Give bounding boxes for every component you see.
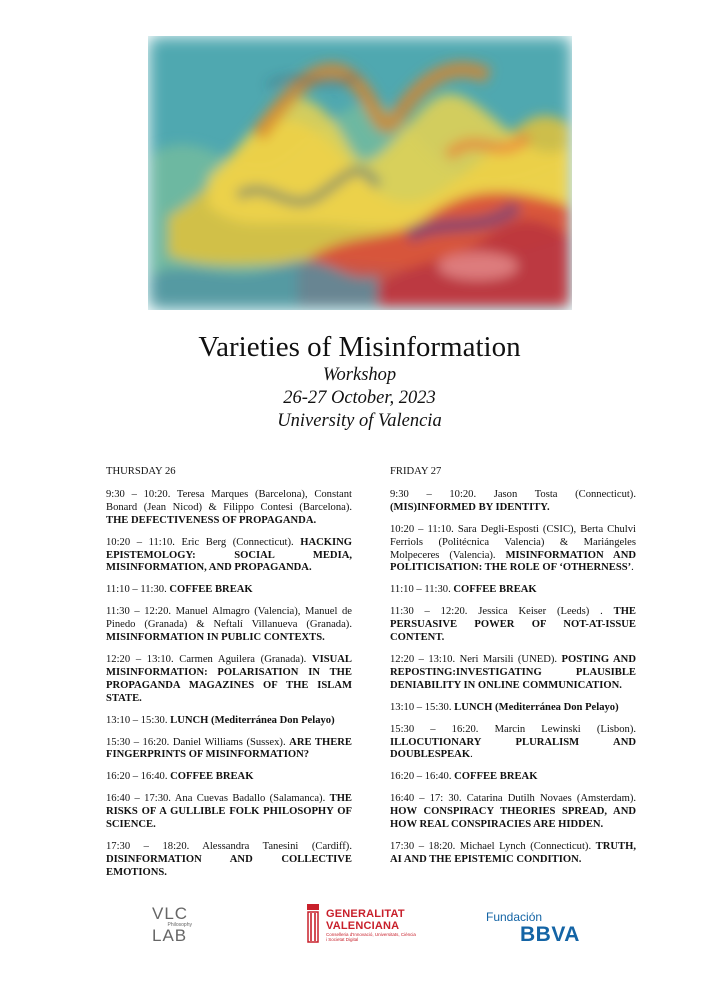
session-time-speaker: 12:20 – 13:10. Carmen Aguilera (Granada). (106, 653, 312, 665)
generalitat-department: Conselleria d'Innovació, Universitats, Ciència i Societat Digital (326, 932, 416, 942)
vlc-philosophy-lab-logo (152, 906, 192, 944)
friday-session-entry (390, 606, 636, 645)
session-title: MISINFORMATION IN PUBLIC CONTEXTS. (106, 632, 325, 644)
friday-session-entry (390, 793, 636, 832)
session-time-speaker: 16:40 – 17:30. Ana Cuevas Badallo (Salamanca). (106, 793, 330, 805)
thursday-session-entry (106, 841, 352, 880)
thursday-session-entry (106, 737, 352, 763)
generalitat-name (326, 908, 405, 932)
session-time-speaker: 15:30 – 16:20. Daniel Williams (Sussex). (106, 736, 290, 748)
thursday-session-entry (106, 584, 352, 597)
vlc-logo-bottom: LAB (152, 926, 188, 945)
session-title: HOW CONSPIRACY THEORIES SPREAD, AND HOW REAL CONSPIRACIES ARE HIDDEN. (390, 806, 636, 831)
session-time-speaker: 16:20 – 16:40. (390, 771, 455, 783)
session-title: LUNCH (Mediterránea Don Pelayo) (454, 701, 619, 713)
session-title: THE DEFECTIVENESS OF PROPAGANDA. (106, 514, 317, 526)
fundacion-label: Fundación (486, 910, 543, 924)
friday-session-entry (390, 489, 636, 515)
session-time-speaker: 11:30 – 12:20. Manuel Almagro (Valencia), Manuel de Pinedo (Granada) & Neftalí Villanueva (Granada). (106, 606, 352, 631)
session-time-speaker: 11:10 – 11:30. (106, 584, 170, 596)
session-time-speaker: 17:30 – 18:20. Michael Lynch (Connecticut). (390, 840, 596, 852)
thursday-session-entry (106, 489, 352, 528)
friday-entries (390, 489, 636, 867)
generalitat-line1: GENERALITAT (326, 908, 405, 920)
thursday-schedule (106, 466, 352, 889)
workshop-title: Varieties of Misinformation (198, 331, 521, 363)
session-time-speaker: 16:20 – 16:40. (106, 771, 171, 783)
session-time-speaker: 13:10 – 15:30. (106, 714, 171, 726)
session-time-speaker: 9:30 – 10:20. Teresa Marques (Barcelona), Constant Bonard (Jean Nicod) & Filippo Contesi (Barcelona). (106, 488, 352, 513)
sponsor-logos (0, 900, 719, 960)
session-time-speaker: 11:10 – 11:30. (390, 584, 454, 596)
thursday-session-entry (106, 654, 352, 706)
session-title: (MIS)INFORMED BY IDENTITY. (390, 501, 550, 513)
session-title-tail: . (631, 562, 634, 574)
session-time-speaker: 16:40 – 17: 30. Catarina Dutilh Novaes (Amsterdam). (390, 793, 636, 805)
session-title: COFFEE BREAK (453, 584, 537, 596)
thursday-session-entry (106, 537, 352, 576)
vlc-logo-top: VLC (152, 904, 189, 923)
session-title: THE PERSUASIVE POWER OF NOT-AT-ISSUE CONTENT. (390, 606, 636, 644)
bbva-label: BBVA (520, 923, 580, 946)
session-time-speaker: 17:30 – 18:20. Alessandra Tanesini (Cardiff). (106, 840, 352, 852)
session-time-speaker: 10:20 – 11:10. Sara Degli-Esposti (CSIC), Berta Chulvi Ferriols (Politécnica Valencia) & Mariángeles Molpeceres (Valencia). (390, 523, 636, 561)
thursday-session-entry (106, 793, 352, 832)
thursday-session-entry (106, 715, 352, 728)
workshop-dates: 26-27 October, 2023 (283, 388, 436, 408)
session-title: THE RISKS OF A GULLIBLE FOLK PHILOSOPHY OF SCIENCE. (106, 793, 352, 831)
workshop-venue: University of Valencia (277, 411, 442, 431)
session-title: MISINFORMATION AND POLITICISATION: THE ROLE OF ‘OTHERNESS’ (390, 549, 637, 574)
session-title: COFFEE BREAK (170, 771, 254, 783)
session-title: COFFEE BREAK (454, 771, 538, 783)
thursday-entries (106, 489, 352, 880)
session-time-speaker: 11:30 – 12:20. Jessica Keiser (Leeds) . (390, 606, 614, 618)
session-title: POSTING AND REPOSTING:INVESTIGATING PLAUSIBLE DENIABILITY IN ONLINE COMMUNICATION. (390, 653, 636, 691)
session-title: DISINFORMATION AND COLLECTIVE EMOTIONS. (106, 853, 352, 878)
day-heading-thursday: THURSDAY 26 (106, 466, 176, 477)
session-title: ILLOCUTIONARY PLURALISM AND DOUBLESPEAK (390, 736, 636, 761)
session-time-speaker: 9:30 – 10:20. Jason Tosta (Connecticut). (390, 488, 636, 500)
friday-schedule (390, 466, 636, 876)
session-title: LUNCH (Mediterránea Don Pelayo) (170, 714, 335, 726)
title-block (0, 330, 719, 433)
friday-session-entry (390, 724, 636, 763)
session-title: VISUAL MISINFORMATION: POLARISATION IN THE PROPAGANDA MAGAZINES OF THE ISLAM STATE. (106, 653, 352, 704)
session-title: HACKING EPISTEMOLOGY: SOCIAL MEDIA, MISINFORMATION, AND PROPAGANDA. (106, 536, 352, 574)
fundacion-bbva-logo (486, 910, 580, 946)
session-time-speaker: 13:10 – 15:30. (390, 701, 455, 713)
friday-session-entry (390, 654, 636, 693)
session-title: TRUTH, AI AND THE EPISTEMIC CONDITION. (390, 840, 636, 865)
session-time-speaker: 10:20 – 11:10. Eric Berg (Connecticut). (106, 536, 301, 548)
generalitat-valenciana-logo (306, 904, 416, 950)
session-time-speaker: 15:30 – 16:20. Marcin Lewinski (Lisbon). (390, 723, 636, 735)
session-title: COFFEE BREAK (169, 584, 253, 596)
friday-session-entry (390, 584, 636, 597)
workshop-label: Workshop (322, 365, 397, 385)
friday-session-entry (390, 771, 636, 784)
session-title: ARE THERE FINGERPRINTS OF MISINFORMATION? (106, 736, 352, 761)
friday-session-entry (390, 524, 636, 576)
friday-session-entry (390, 702, 636, 715)
session-time-speaker: 12:20 – 13:10. Neri Marsili (UNED). (390, 653, 562, 665)
session-title-tail: . (470, 749, 473, 761)
generalitat-emblem-icon (306, 904, 320, 944)
friday-session-entry (390, 841, 636, 867)
thursday-session-entry (106, 606, 352, 645)
thursday-session-entry (106, 771, 352, 784)
hero-abstract-painting (148, 36, 572, 310)
generalitat-line2: VALENCIANA (326, 920, 400, 932)
vlc-logo-middle: Philosophy (167, 922, 192, 928)
day-heading-friday: FRIDAY 27 (390, 466, 442, 477)
